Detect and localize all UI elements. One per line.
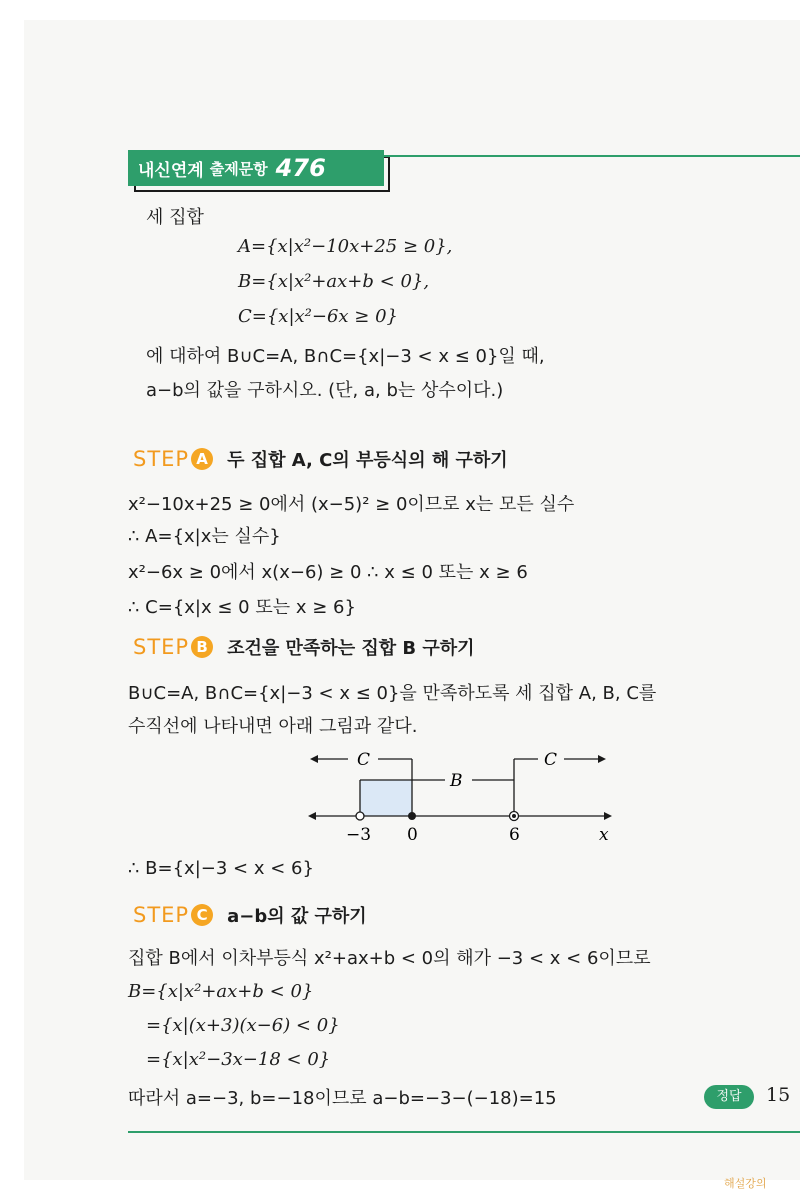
step-c-line-4: ={x|x²−3x−18 < 0}: [146, 1049, 331, 1070]
step-c-heading: [133, 902, 367, 928]
step-c-label: STEP: [133, 903, 190, 927]
c-left-label: C: [357, 750, 371, 770]
step-a-heading: [133, 446, 508, 472]
axis-right-arrow: [604, 812, 612, 820]
intersection-region: [360, 780, 412, 816]
mixed-point-6-inner: [512, 814, 516, 818]
c-right-label: C: [544, 750, 558, 770]
axis-left-arrow: [308, 812, 316, 820]
c-right-arrow: [598, 755, 606, 763]
header-label: 출제문항: [209, 159, 268, 178]
step-c-title: a−b의 값 구하기: [227, 906, 367, 927]
step-a-title: 두 집합 A, C의 부등식의 해 구하기: [227, 450, 508, 471]
bottom-rule: [128, 1131, 800, 1133]
step-c-line-1: 집합 B에서 이차부등식 x²+ax+b < 0의 해가 −3 < x < 6이므로: [128, 948, 651, 969]
step-c-badge: C: [191, 904, 213, 926]
number-line-diagram: [300, 745, 620, 850]
set-a: A={x|x²−10x+25 ≥ 0},: [238, 236, 453, 257]
step-b-heading: [133, 634, 475, 660]
answer-value: 15: [766, 1084, 791, 1106]
step-a-line-2: ∴ A={x|x는 실수}: [128, 526, 281, 547]
axis-label-x: x: [599, 825, 609, 845]
tick-0: 0: [407, 825, 418, 845]
problem-question: a−b의 값을 구하시오. (단, a, b는 상수이다.): [146, 380, 504, 401]
step-c-line-5: 따라서 a=−3, b=−18이므로 a−b=−3−(−18)=15: [128, 1088, 557, 1109]
open-point-neg3: [356, 812, 364, 820]
set-b: B={x|x²+ax+b < 0},: [238, 271, 430, 292]
closed-point-0: [408, 812, 416, 820]
step-a-line-4: ∴ C={x|x ≤ 0 또는 x ≥ 6}: [128, 597, 356, 618]
step-b-line-1: B∪C=A, B∩C={x|−3 < x ≤ 0}을 만족하도록 세 집합 A, B, C를: [128, 683, 657, 704]
step-a-label: STEP: [133, 447, 190, 471]
step-c-line-3: ={x|(x+3)(x−6) < 0}: [146, 1015, 340, 1036]
step-b-line-2: 수직선에 나타내면 아래 그림과 같다.: [128, 716, 418, 737]
c-left-arrow: [310, 755, 318, 763]
step-c-line-2: B={x|x²+ax+b < 0}: [128, 981, 314, 1002]
set-c: C={x|x²−6x ≥ 0}: [238, 306, 399, 327]
corner-text: 해설강의: [724, 1177, 767, 1190]
header-series: 내신연계: [138, 160, 204, 181]
tick-neg3: −3: [346, 825, 372, 845]
step-a-line-1: x²−10x+25 ≥ 0에서 (x−5)² ≥ 0이므로 x는 모든 실수: [128, 494, 575, 515]
header-rule: [384, 155, 800, 157]
problem-intro: 세 집합: [146, 207, 204, 228]
b-label: B: [450, 771, 463, 791]
step-b-label: STEP: [133, 635, 190, 659]
step-b-badge: B: [191, 636, 213, 658]
header-number: 476: [275, 154, 326, 182]
tick-6: 6: [509, 825, 520, 845]
step-a-badge: A: [191, 448, 213, 470]
answer-badge: 정답: [704, 1085, 754, 1109]
step-b-title: 조건을 만족하는 집합 B 구하기: [227, 638, 475, 659]
step-a-line-3: x²−6x ≥ 0에서 x(x−6) ≥ 0 ∴ x ≤ 0 또는 x ≥ 6: [128, 562, 528, 583]
problem-condition: 에 대하여 B∪C=A, B∩C={x|−3 < x ≤ 0}일 때,: [146, 346, 545, 367]
problem-header: [128, 150, 384, 186]
step-b-result: ∴ B={x|−3 < x < 6}: [128, 858, 314, 879]
